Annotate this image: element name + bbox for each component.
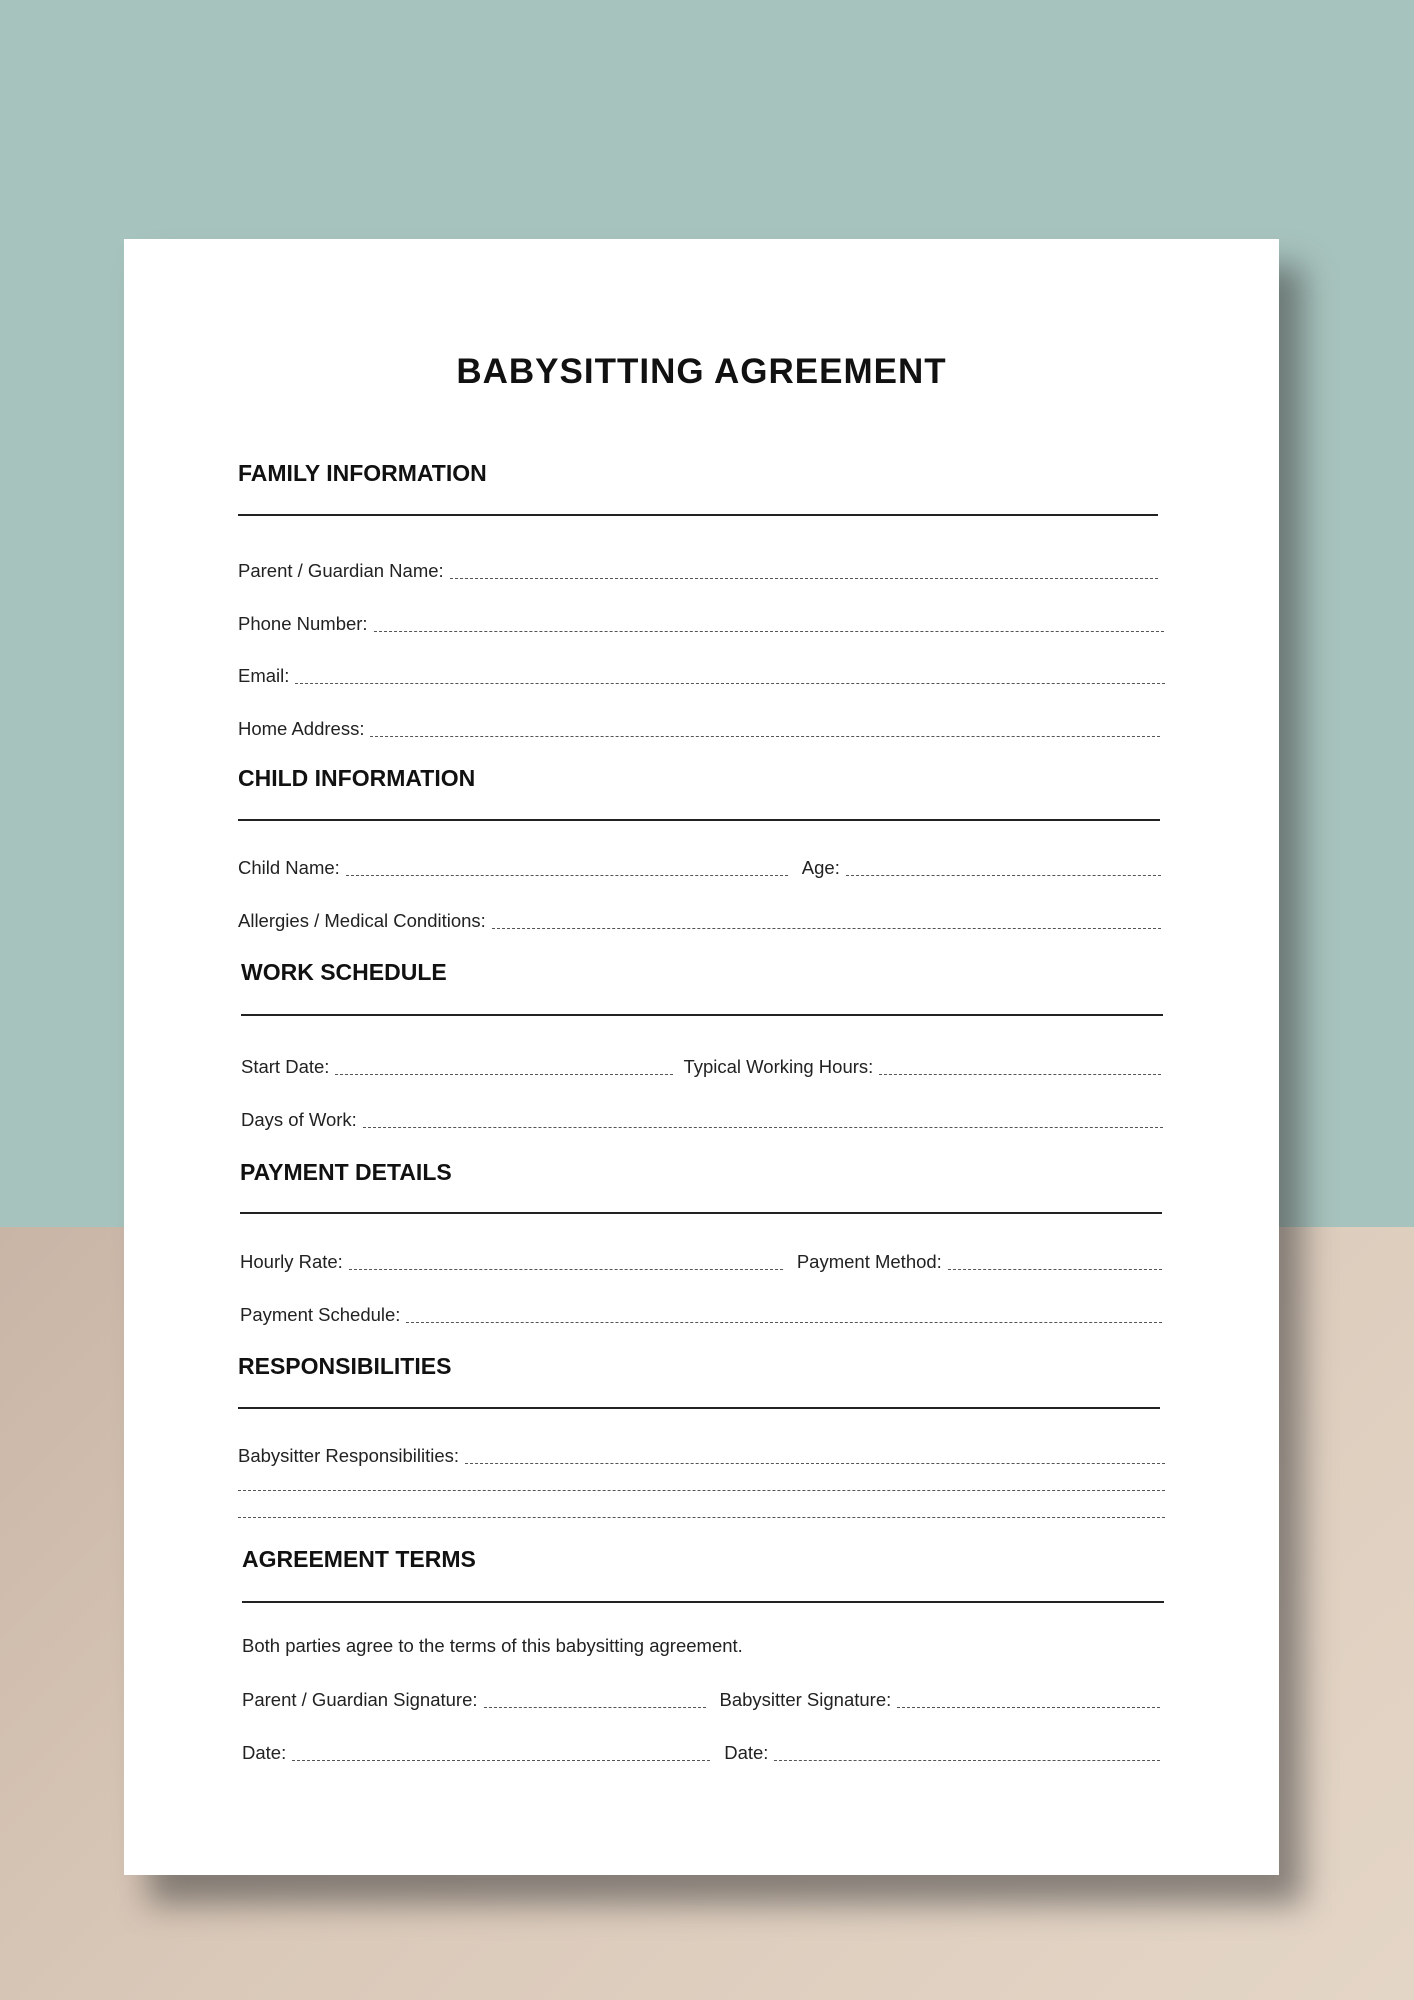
responsibilities-line-2[interactable] — [238, 1490, 1165, 1491]
section-rule — [241, 1014, 1163, 1016]
hourly-rate-line[interactable] — [349, 1265, 783, 1270]
parent-name-label: Parent / Guardian Name: — [238, 560, 444, 581]
days-of-work-field[interactable] — [241, 1105, 1163, 1131]
days-of-work-line[interactable] — [363, 1123, 1163, 1128]
allergies-label: Allergies / Medical Conditions: — [238, 910, 486, 931]
address-label: Home Address: — [238, 718, 365, 739]
section-heading-terms: AGREEMENT TERMS — [242, 1546, 476, 1572]
email-label: Email: — [238, 665, 290, 686]
working-hours-label: Typical Working Hours: — [683, 1056, 874, 1077]
section-heading-family: FAMILY INFORMATION — [238, 460, 487, 486]
child-name-line[interactable] — [346, 871, 788, 876]
responsibilities-line-3[interactable] — [238, 1517, 1165, 1518]
start-date-line[interactable] — [335, 1070, 673, 1075]
address-line[interactable] — [370, 732, 1160, 737]
parent-signature-label: Parent / Guardian Signature: — [242, 1689, 478, 1710]
section-heading-responsibilities: RESPONSIBILITIES — [238, 1353, 452, 1379]
section-rule — [238, 819, 1160, 821]
responsibilities-line[interactable] — [465, 1459, 1165, 1464]
babysitter-date-label: Date: — [724, 1742, 769, 1763]
age-label: Age: — [801, 857, 840, 878]
section-rule — [242, 1601, 1164, 1603]
signature-row — [242, 1685, 1160, 1711]
section-rule — [238, 514, 1158, 516]
payment-method-line[interactable] — [948, 1265, 1162, 1270]
agreement-statement: Both parties agree to the terms of this babysitting agreement. — [242, 1635, 743, 1656]
parent-name-field[interactable] — [238, 556, 1158, 582]
section-heading-child: CHILD INFORMATION — [238, 765, 476, 791]
date-row — [242, 1738, 1160, 1764]
section-rule — [240, 1212, 1162, 1214]
responsibilities-field[interactable] — [238, 1441, 1165, 1467]
section-heading-payment: PAYMENT DETAILS — [240, 1159, 452, 1185]
age-line[interactable] — [846, 871, 1161, 876]
section-rule — [238, 1407, 1160, 1409]
email-line[interactable] — [295, 679, 1165, 684]
phone-line[interactable] — [374, 627, 1164, 632]
hourly-rate-label: Hourly Rate: — [240, 1251, 343, 1272]
document-title: BABYSITTING AGREEMENT — [456, 352, 947, 391]
phone-field[interactable] — [238, 609, 1164, 635]
parent-date-label: Date: — [242, 1742, 287, 1763]
phone-label: Phone Number: — [238, 613, 368, 634]
child-row — [238, 853, 1161, 879]
payment-method-label: Payment Method: — [796, 1251, 942, 1272]
babysitter-signature-label: Babysitter Signature: — [719, 1689, 892, 1710]
babysitter-signature-line[interactable] — [897, 1703, 1160, 1708]
babysitter-date-line[interactable] — [774, 1756, 1160, 1761]
schedule-row — [241, 1052, 1161, 1078]
allergies-field[interactable] — [238, 906, 1161, 932]
payment-schedule-line[interactable] — [406, 1318, 1162, 1323]
days-of-work-label: Days of Work: — [241, 1109, 357, 1130]
payment-schedule-field[interactable] — [240, 1300, 1162, 1326]
parent-signature-line[interactable] — [484, 1703, 706, 1708]
parent-date-line[interactable] — [292, 1756, 710, 1761]
email-field[interactable] — [238, 661, 1165, 687]
address-field[interactable] — [238, 714, 1160, 740]
working-hours-line[interactable] — [879, 1070, 1161, 1075]
payment-row — [240, 1247, 1162, 1273]
responsibilities-label: Babysitter Responsibilities: — [238, 1445, 460, 1466]
child-name-label: Child Name: — [238, 857, 340, 878]
allergies-line[interactable] — [492, 924, 1161, 929]
start-date-label: Start Date: — [241, 1056, 330, 1077]
section-heading-schedule: WORK SCHEDULE — [241, 959, 447, 985]
parent-name-line[interactable] — [450, 574, 1158, 579]
payment-schedule-label: Payment Schedule: — [240, 1304, 401, 1325]
agreement-sheet — [124, 239, 1279, 1875]
